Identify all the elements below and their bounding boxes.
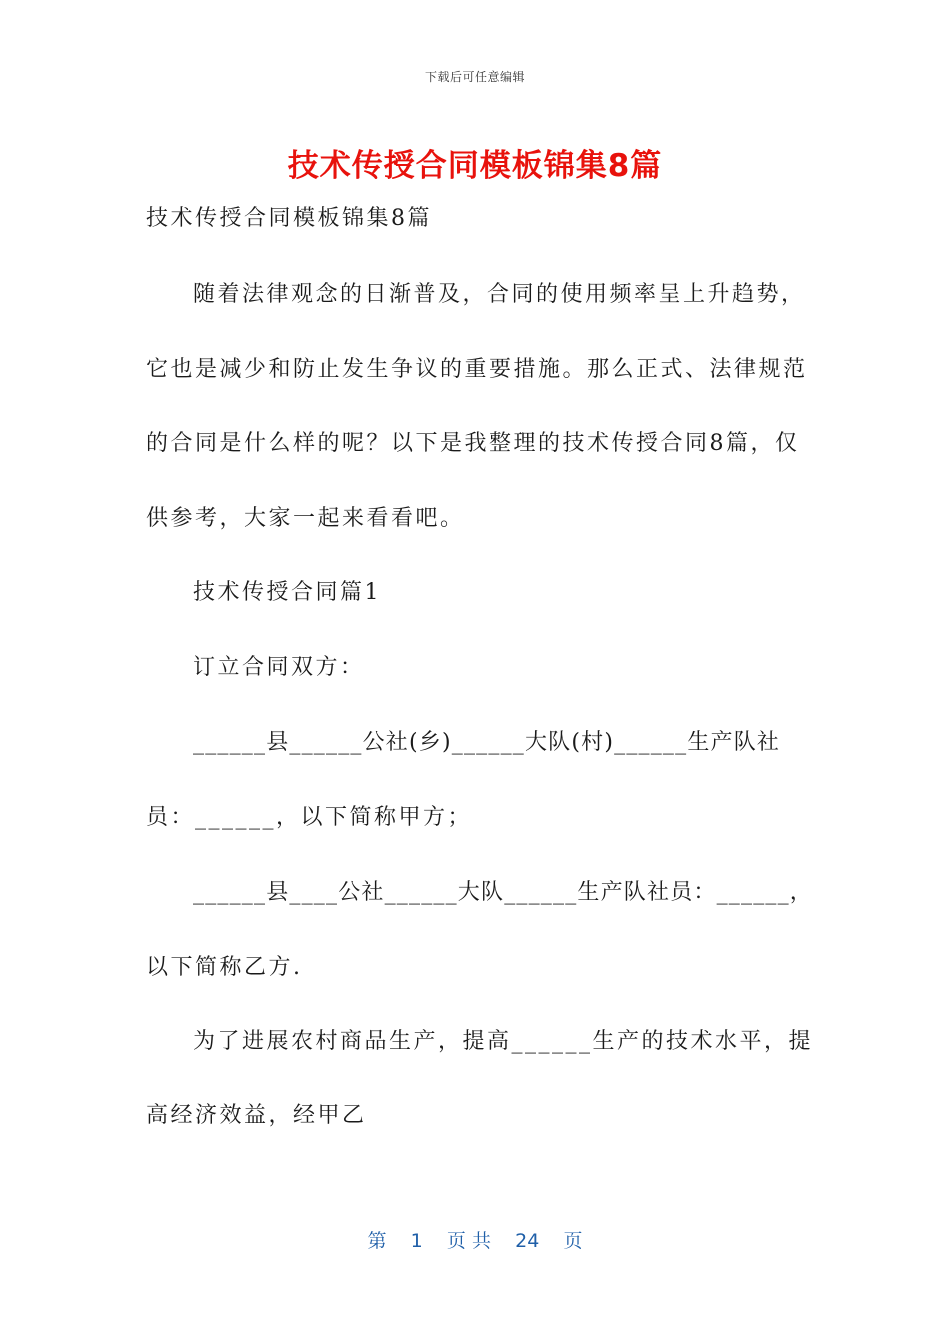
- paragraph-line: 的合同是什么样的呢？以下是我整理的技术传授合同8篇，仅: [146, 431, 800, 456]
- paragraph-line: 为了进展农村商品生产，提高______生产的技术水平，提: [193, 1029, 814, 1054]
- paragraph-line: 以下简称乙方.: [146, 955, 303, 980]
- paragraph-line: 高经济效益，经甲乙: [146, 1103, 367, 1128]
- document-title: 技术传授合同模板锦集8篇: [287, 148, 663, 184]
- paragraph-line: 它也是减少和防止发生争议的重要措施。那么正式、法律规范: [146, 357, 808, 382]
- footer-total-word: 页 共: [446, 1230, 491, 1252]
- current-page-number: 1: [410, 1230, 423, 1252]
- paragraph-line: 订立合同双方：: [193, 655, 365, 680]
- subtitle-line: 技术传授合同模板锦集8篇: [146, 206, 432, 231]
- paragraph-line: ______县______公社(乡)______大队(村)______生产队社: [193, 730, 781, 755]
- paragraph-line: 员：______，以下简称甲方；: [146, 805, 473, 830]
- section-heading: 技术传授合同篇1: [193, 580, 381, 605]
- total-pages-number: 24: [515, 1230, 540, 1252]
- footer-page-word: 第: [367, 1230, 387, 1252]
- footer-page-suffix: 页: [563, 1230, 583, 1252]
- paragraph-line: 供参考，大家一起来看看吧。: [146, 506, 465, 531]
- paragraph-line: 随着法律观念的日渐普及，合同的使用频率呈上升趋势，: [193, 282, 806, 307]
- header-note: 下载后可任意编辑: [424, 70, 525, 84]
- page-footer: [0, 1226, 950, 1253]
- paragraph-line: ______县____公社______大队______生产队社员：______，: [193, 880, 814, 905]
